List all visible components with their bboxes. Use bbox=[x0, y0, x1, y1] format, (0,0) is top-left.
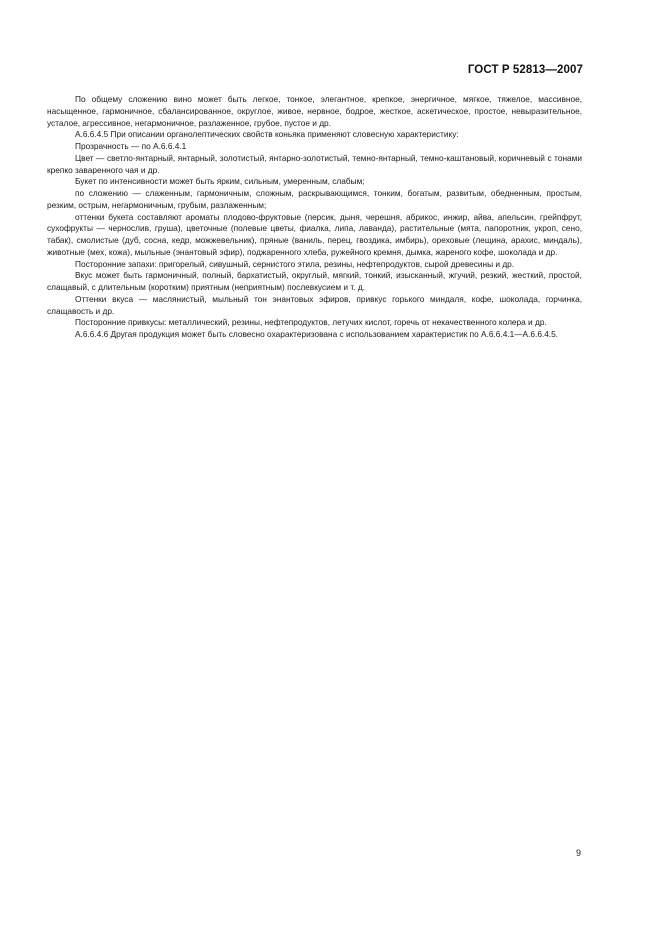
paragraph-foreign-odors: Посторонние запахи: пригорелый, сивушный, сернистого этила, резины, нефтепродуктов, сырой древесины и др. bbox=[75, 258, 515, 269]
paragraph-taste: Вкус может быть гармоничный, полный, бархатистый, округлый, мягкий, тонкий, изысканный, жгучий, резкий, жесткий, простой, слащавый, с длительным (коротким) приятным (неприятным) послевкусием и т. д. bbox=[47, 270, 582, 292]
paragraph-clarity: Прозрачность — по А.6.6.4.1 bbox=[75, 141, 187, 151]
paragraph-bouquet-complexity: по сложению — слаженным, гармоничным, сложным, раскрывающимся, тонким, богатым, развитым, обедненным, простым, резким, острым, негармоничным, грубым, разлаженным; bbox=[47, 188, 582, 210]
paragraph-color: Цвет — светло-янтарный, янтарный, золотистый, янтарно-золотистый, темно-янтарный, темно-каштановый, коричневый с тонами крепко заваренного чая и др. bbox=[47, 152, 582, 175]
paragraph-bouquet-nuances: оттенки букета составляют ароматы плодово-фруктовые (персик, дыня, черешня, абрикос, инжир, айва, апельсин, грейпфрут, сухофрукты — чернослив, груша), цветочные (полевые цветы, фиалка, липа, лаванда), растительные (мята, папоротник, укроп, сено, табак), смолистые (дуб, сосна, кедр, можжевельник), пряные (ваниль, перец, гвоздика, имбирь), ореховые (лещина, арахис, миндаль), животные (мех, кожа), мыльные (энантовый эфир), поджаренного хлеба, ружейного кремня, дымка, жареного кофе, шоколада и др. bbox=[47, 211, 582, 257]
paragraph-a6645-intro: А.6.6.4.5 При описании органолептических свойств коньяка применяют словесную характеристику: bbox=[75, 129, 459, 140]
paragraph-taste-nuances: Оттенки вкуса — маслянистый, мыльный тон энантовых эфиров, привкус горького миндаля, кофе, шоколада, горчинка, слащавость и др. bbox=[47, 293, 582, 316]
page-number: 9 bbox=[576, 848, 582, 858]
paragraph-a6646-other: А.6.6.4.6 Другая продукция может быть словесно охарактеризована с использованием характеристик по А.6.6.4.1—А.6.6.4.5. bbox=[75, 329, 559, 339]
paragraph-bouquet-intensity: Букет по интенсивности может быть ярким, сильным, умеренным, слабым; bbox=[75, 176, 365, 187]
paragraph-wine-structure: По общему сложению вино может быть легкое, тонкое, элегантное, крепкое, энергичное, мягкое, тяжелое, массивное, насыщенное, гармоничное, сбалансированное, округлое, живое, нервное, бодрое, жесткое, аскетическое, простое, невыразительное, усталое, агрессивное, негармоничное, разлаженное, грубое, пустое и др. bbox=[47, 94, 582, 128]
body-text bbox=[47, 94, 582, 341]
paragraph-foreign-tastes: Посторонние привкусы: металлический, резины, нефтепродуктов, летучих кислот, горечь от некачественного колера и др. bbox=[75, 317, 547, 328]
standard-header: ГОСТ Р 52813—2007 bbox=[467, 64, 583, 76]
